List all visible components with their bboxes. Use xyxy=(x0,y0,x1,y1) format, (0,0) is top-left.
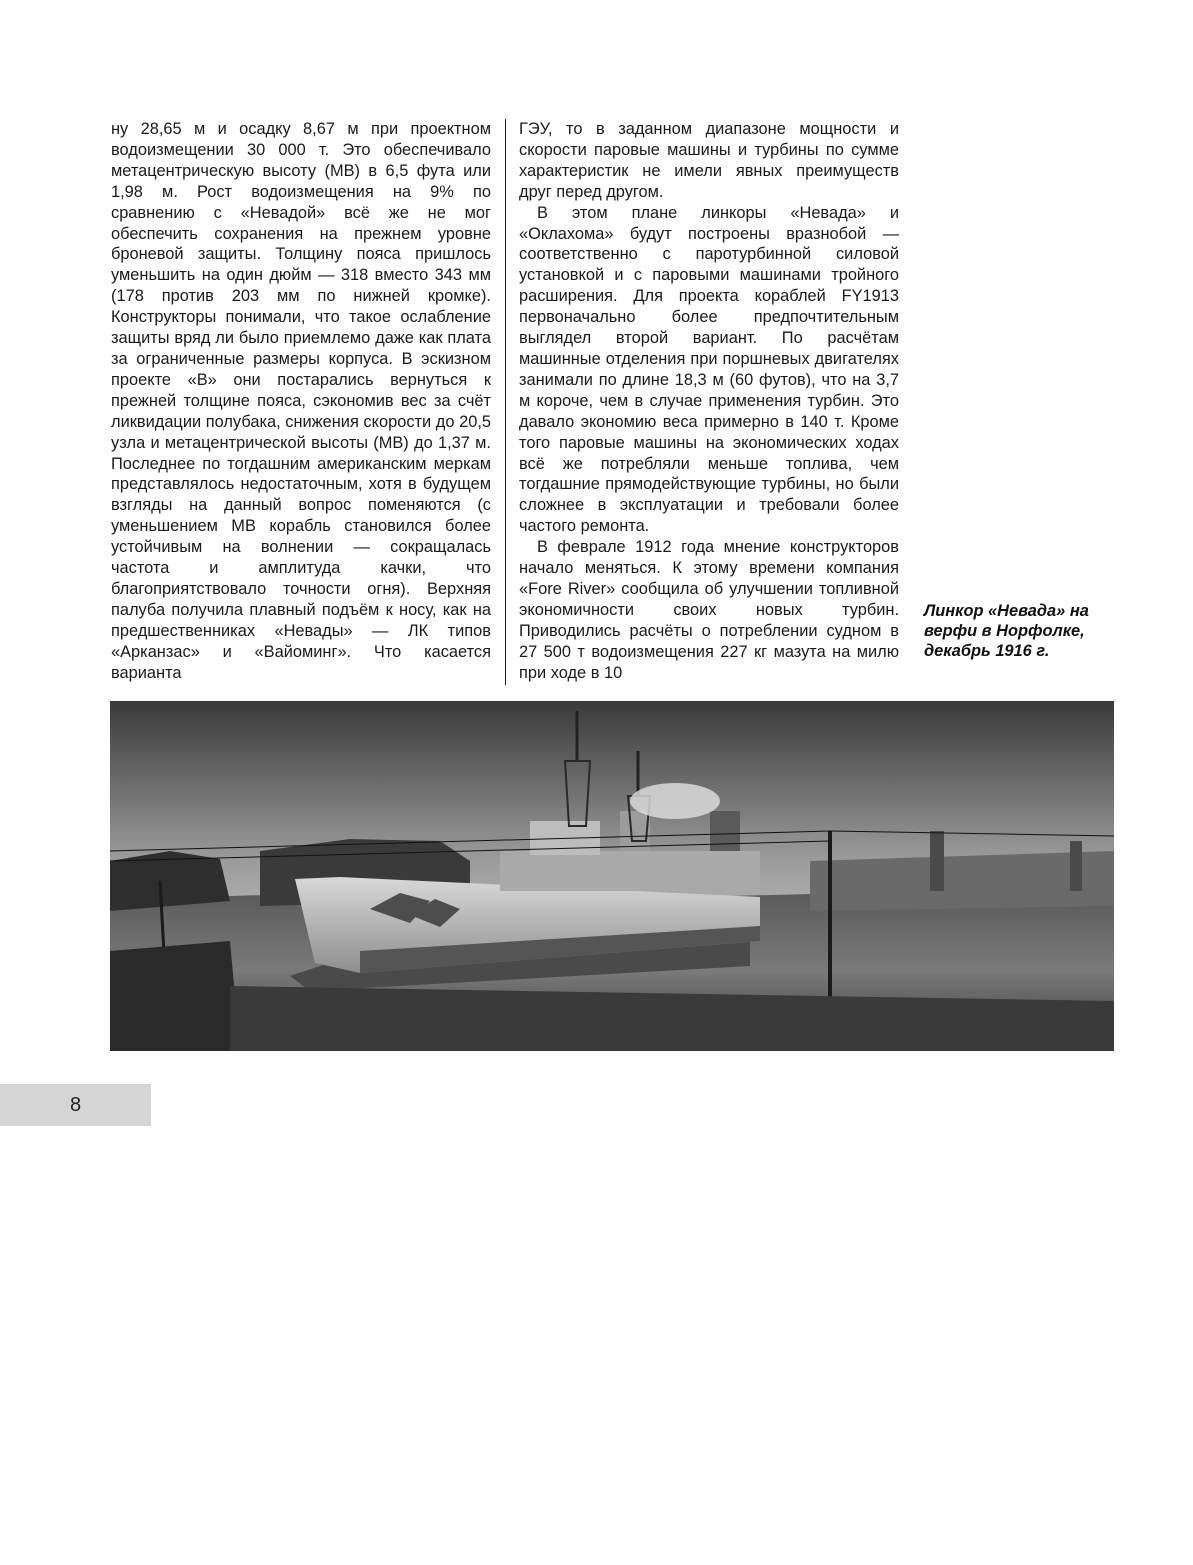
text-column-left xyxy=(111,119,491,683)
page-number: 8 xyxy=(69,1094,82,1116)
text-column-middle xyxy=(519,119,899,683)
photo-caption: Линкор «Невада» на верфи в Норфолке, декабрь 1916 г. xyxy=(924,602,1089,660)
battleship-photo xyxy=(110,701,1114,1051)
battleship-photo-illustration xyxy=(110,701,1114,1051)
paragraph: ГЭУ, то в заданном диапазоне мощности и скорости паровые машины и турбины по сумме характеристик не имели явных преимуществ друг перед другом. xyxy=(519,120,899,201)
paragraph: В этом плане линкоры «Невада» и «Оклахома» будут построены вразнобой — соответственно с паротурбинной силовой установкой и с паровыми машинами тройного расширения. Для проекта кораблей FY1913 первоначально более предпочтительным выглядел второй вариант. По расчётам машинные отделения при поршневых двигателях занимали по длине 18,3 м (60 футов), что на 3,7 м короче, чем в случае применения турбин. Это давало экономию веса примерно в 140 т. Кроме того паровые машины на экономических ходах всё же потребляли меньше топлива, чем тогдашние прямодействующие турбины, но были сложнее в эксплуатации и требовали более частого ремонта. xyxy=(519,203,899,536)
column-divider xyxy=(505,119,506,685)
paragraph: В феврале 1912 года мнение конструкторов начало меняться. К этому времени компания «Fore River» сообщила об улучшении топливной экономичности своих новых турбин. Приводились расчёты о потреблении судном в 27 500 т водоизмещения 227 кг мазута на милю при ходе в 10 xyxy=(519,538,899,682)
paragraph: ну 28,65 м и осадку 8,67 м при проектном водоизмещении 30 000 т. Это обеспечивало метацентрическую высоту (МВ) в 6,5 фута или 1,98 м. Рост водоизмещения на 9% по сравнению с «Невадой» всё же не мог обеспечить сохранения на прежнем уровне броневой защиты. Толщину пояса пришлось уменьшить на один дюйм — 318 вместо 343 мм (178 против 203 мм по нижней кромке). Конструкторы понимали, что такое ослабление защиты вряд ли было приемлемо даже как плата за ограниченные размеры корпуса. В эскизном проекте «В» они постарались вернуться к прежней толщине пояса, сэкономив вес за счёт ликвидации полубака, снижения скорости до 20,5 узла и метацентрической высоты (МВ) до 1,37 м. Последнее по тогдашним американским меркам представлялось недостаточным, хотя в будущем взгляды на данный вопрос поменяются (с уменьшением МВ корабль становился более устойчивым на волнении — сокращалась частота и амплитуда качки, что благоприятствовало точности огня). Верхняя палуба получила плавный подъём к носу, как на предшественниках «Невады» — ЛК типов «Арканзас» и «Вайоминг». Что касается варианта xyxy=(111,120,491,682)
